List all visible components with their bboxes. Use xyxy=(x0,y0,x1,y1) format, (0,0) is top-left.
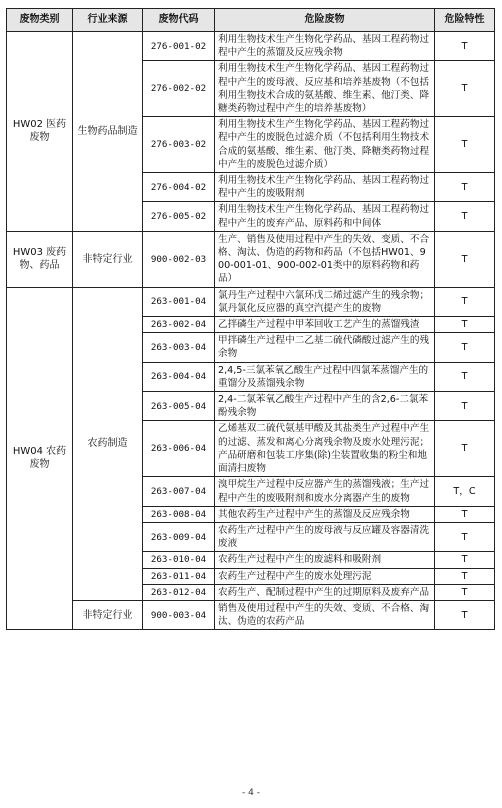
industry-source-cell: 农药制造 xyxy=(73,287,143,600)
waste-code-cell: 263-007-04 xyxy=(143,477,215,506)
hazardous-waste-description-cell: 利用生物技术生产生物化学药品、基因工程药物过程中产生的废吸附剂 xyxy=(215,173,435,202)
waste-category-cell: HW03 废药物、药品 xyxy=(7,231,73,287)
hazard-property-cell: T xyxy=(435,522,495,551)
industry-source-cell: 非特定行业 xyxy=(73,231,143,287)
waste-code-cell: 263-002-04 xyxy=(143,317,215,333)
hazardous-waste-description-cell: 甲拌磷生产过程中二乙基二硫代磷酸过滤产生的残余物 xyxy=(215,333,435,362)
hazardous-waste-description-cell: 销售及使用过程中产生的失效、变质、不合格、淘汰、伪造的农药产品 xyxy=(215,600,435,629)
hazardous-waste-description-cell: 农药生产、配制过程中产生的过期原料及废弃产品 xyxy=(215,584,435,600)
hazardous-waste-description-cell: 利用生物技术生产生物化学药品、基因工程药物过程中产生的废脱色过滤介质（不包括利用生物技术合成的氨基酸、维生素、他汀类、降糖类药物过程中产生的废脱色过滤介质） xyxy=(215,117,435,173)
hazard-property-cell: T xyxy=(435,61,495,117)
waste-code-cell: 276-004-02 xyxy=(143,173,215,202)
table-row xyxy=(7,287,495,316)
table-body xyxy=(7,32,495,630)
hazard-property-cell: T xyxy=(435,202,495,231)
waste-code-cell: 263-003-04 xyxy=(143,333,215,362)
industry-source-cell: 非特定行业 xyxy=(73,600,143,629)
waste-code-cell: 263-008-04 xyxy=(143,506,215,522)
waste-code-cell: 263-010-04 xyxy=(143,552,215,568)
hazard-property-cell: T xyxy=(435,333,495,362)
hazard-property-cell: T xyxy=(435,32,495,61)
hazardous-waste-description-cell: 2,4-二氯苯氧乙酸生产过程中产生的含2,6-二氯苯酚残余物 xyxy=(215,392,435,421)
header-hazard-property: 危险特性 xyxy=(435,9,495,32)
hazard-property-cell: T xyxy=(435,117,495,173)
hazardous-waste-description-cell: 利用生物技术生产生物化学药品、基因工程药物过程中产生的废母液、反应基和培养基废物（不包括利用生物技术合成的氨基酸、维生素、他汀类、降糖类药物过程中产生的培养基废物） xyxy=(215,61,435,117)
hazardous-waste-description-cell: 利用生物技术生产生物化学药品、基因工程药物过程中产生的废弃产品、原料药和中间体 xyxy=(215,202,435,231)
waste-code-cell: 276-005-02 xyxy=(143,202,215,231)
industry-source-cell: 生物药品制造 xyxy=(73,32,143,232)
hazardous-waste-description-cell: 其他农药生产过程中产生的蒸馏及反应残余物 xyxy=(215,506,435,522)
hazardous-waste-description-cell: 农药生产过程中产生的废母液与反应罐及容器清洗废液 xyxy=(215,522,435,551)
waste-category-cell: HW02 医药废物 xyxy=(7,32,73,232)
table-header-row xyxy=(7,9,495,32)
hazard-property-cell: T xyxy=(435,421,495,477)
waste-code-cell: 900-003-04 xyxy=(143,600,215,629)
waste-code-cell: 900-002-03 xyxy=(143,231,215,287)
table-row xyxy=(7,32,495,61)
waste-code-cell: 276-001-02 xyxy=(143,32,215,61)
header-waste-code: 废物代码 xyxy=(143,9,215,32)
hazard-property-cell: T xyxy=(435,600,495,629)
hazard-property-cell: T xyxy=(435,362,495,391)
header-hazardous-waste: 危险废物 xyxy=(215,9,435,32)
hazardous-waste-table xyxy=(6,8,495,630)
hazardous-waste-description-cell: 氯丹生产过程中六氯环戊二烯过滤产生的残余物；氯丹氯化反应器的真空汽提产生的废物 xyxy=(215,287,435,316)
hazardous-waste-description-cell: 溴甲烷生产过程中反应器产生的蒸馏残液；生产过程中产生的废吸附剂和废水分离器产生的废物 xyxy=(215,477,435,506)
hazard-property-cell: T xyxy=(435,552,495,568)
header-waste-category: 废物类别 xyxy=(7,9,73,32)
waste-code-cell: 263-011-04 xyxy=(143,568,215,584)
hazardous-waste-description-cell: 乙烯基双二硫代氨基甲酸及其盐类生产过程中产生的过滤、蒸发和离心分离残余物及废水处理污泥；产品研磨和包装工序集(除)尘装置收集的粉尘和地面清扫废物 xyxy=(215,421,435,477)
hazardous-waste-description-cell: 利用生物技术生产生物化学药品、基因工程药物过程中产生的蒸馏及反应残余物 xyxy=(215,32,435,61)
hazardous-waste-description-cell: 生产、销售及使用过程中产生的失效、变质、不合格、淘汰、伪造的药物和药品（不包括HW01、900-001-01、900-002-01类中的原料药物和药品） xyxy=(215,231,435,287)
hazard-property-cell: T xyxy=(435,287,495,316)
hazard-property-cell: T xyxy=(435,317,495,333)
waste-code-cell: 263-009-04 xyxy=(143,522,215,551)
waste-code-cell: 263-001-04 xyxy=(143,287,215,316)
page-number: - 4 - xyxy=(242,788,260,798)
hazard-property-cell: T xyxy=(435,506,495,522)
hazard-property-cell: T，C xyxy=(435,477,495,506)
hazard-property-cell: T xyxy=(435,584,495,600)
hazardous-waste-description-cell: 2,4,5-三氯苯氧乙酸生产过程中四氯苯蒸馏产生的重馏分及蒸馏残余物 xyxy=(215,362,435,391)
header-industry-source: 行业来源 xyxy=(73,9,143,32)
hazard-property-cell: T xyxy=(435,392,495,421)
hazard-property-cell: T xyxy=(435,173,495,202)
waste-code-cell: 263-004-04 xyxy=(143,362,215,391)
hazardous-waste-description-cell: 农药生产过程中产生的废滤料和吸附剂 xyxy=(215,552,435,568)
waste-category-cell: HW04 农药废物 xyxy=(7,287,73,630)
hazardous-waste-description-cell: 农药生产过程中产生的废水处理污泥 xyxy=(215,568,435,584)
hazard-property-cell: T xyxy=(435,568,495,584)
waste-code-cell: 263-005-04 xyxy=(143,392,215,421)
waste-code-cell: 276-003-02 xyxy=(143,117,215,173)
hazard-property-cell: T xyxy=(435,231,495,287)
waste-code-cell: 263-006-04 xyxy=(143,421,215,477)
hazardous-waste-description-cell: 乙拌磷生产过程中甲苯回收工艺产生的蒸馏残渣 xyxy=(215,317,435,333)
table-row xyxy=(7,231,495,287)
table-row xyxy=(7,600,495,629)
waste-code-cell: 263-012-04 xyxy=(143,584,215,600)
waste-code-cell: 276-002-02 xyxy=(143,61,215,117)
